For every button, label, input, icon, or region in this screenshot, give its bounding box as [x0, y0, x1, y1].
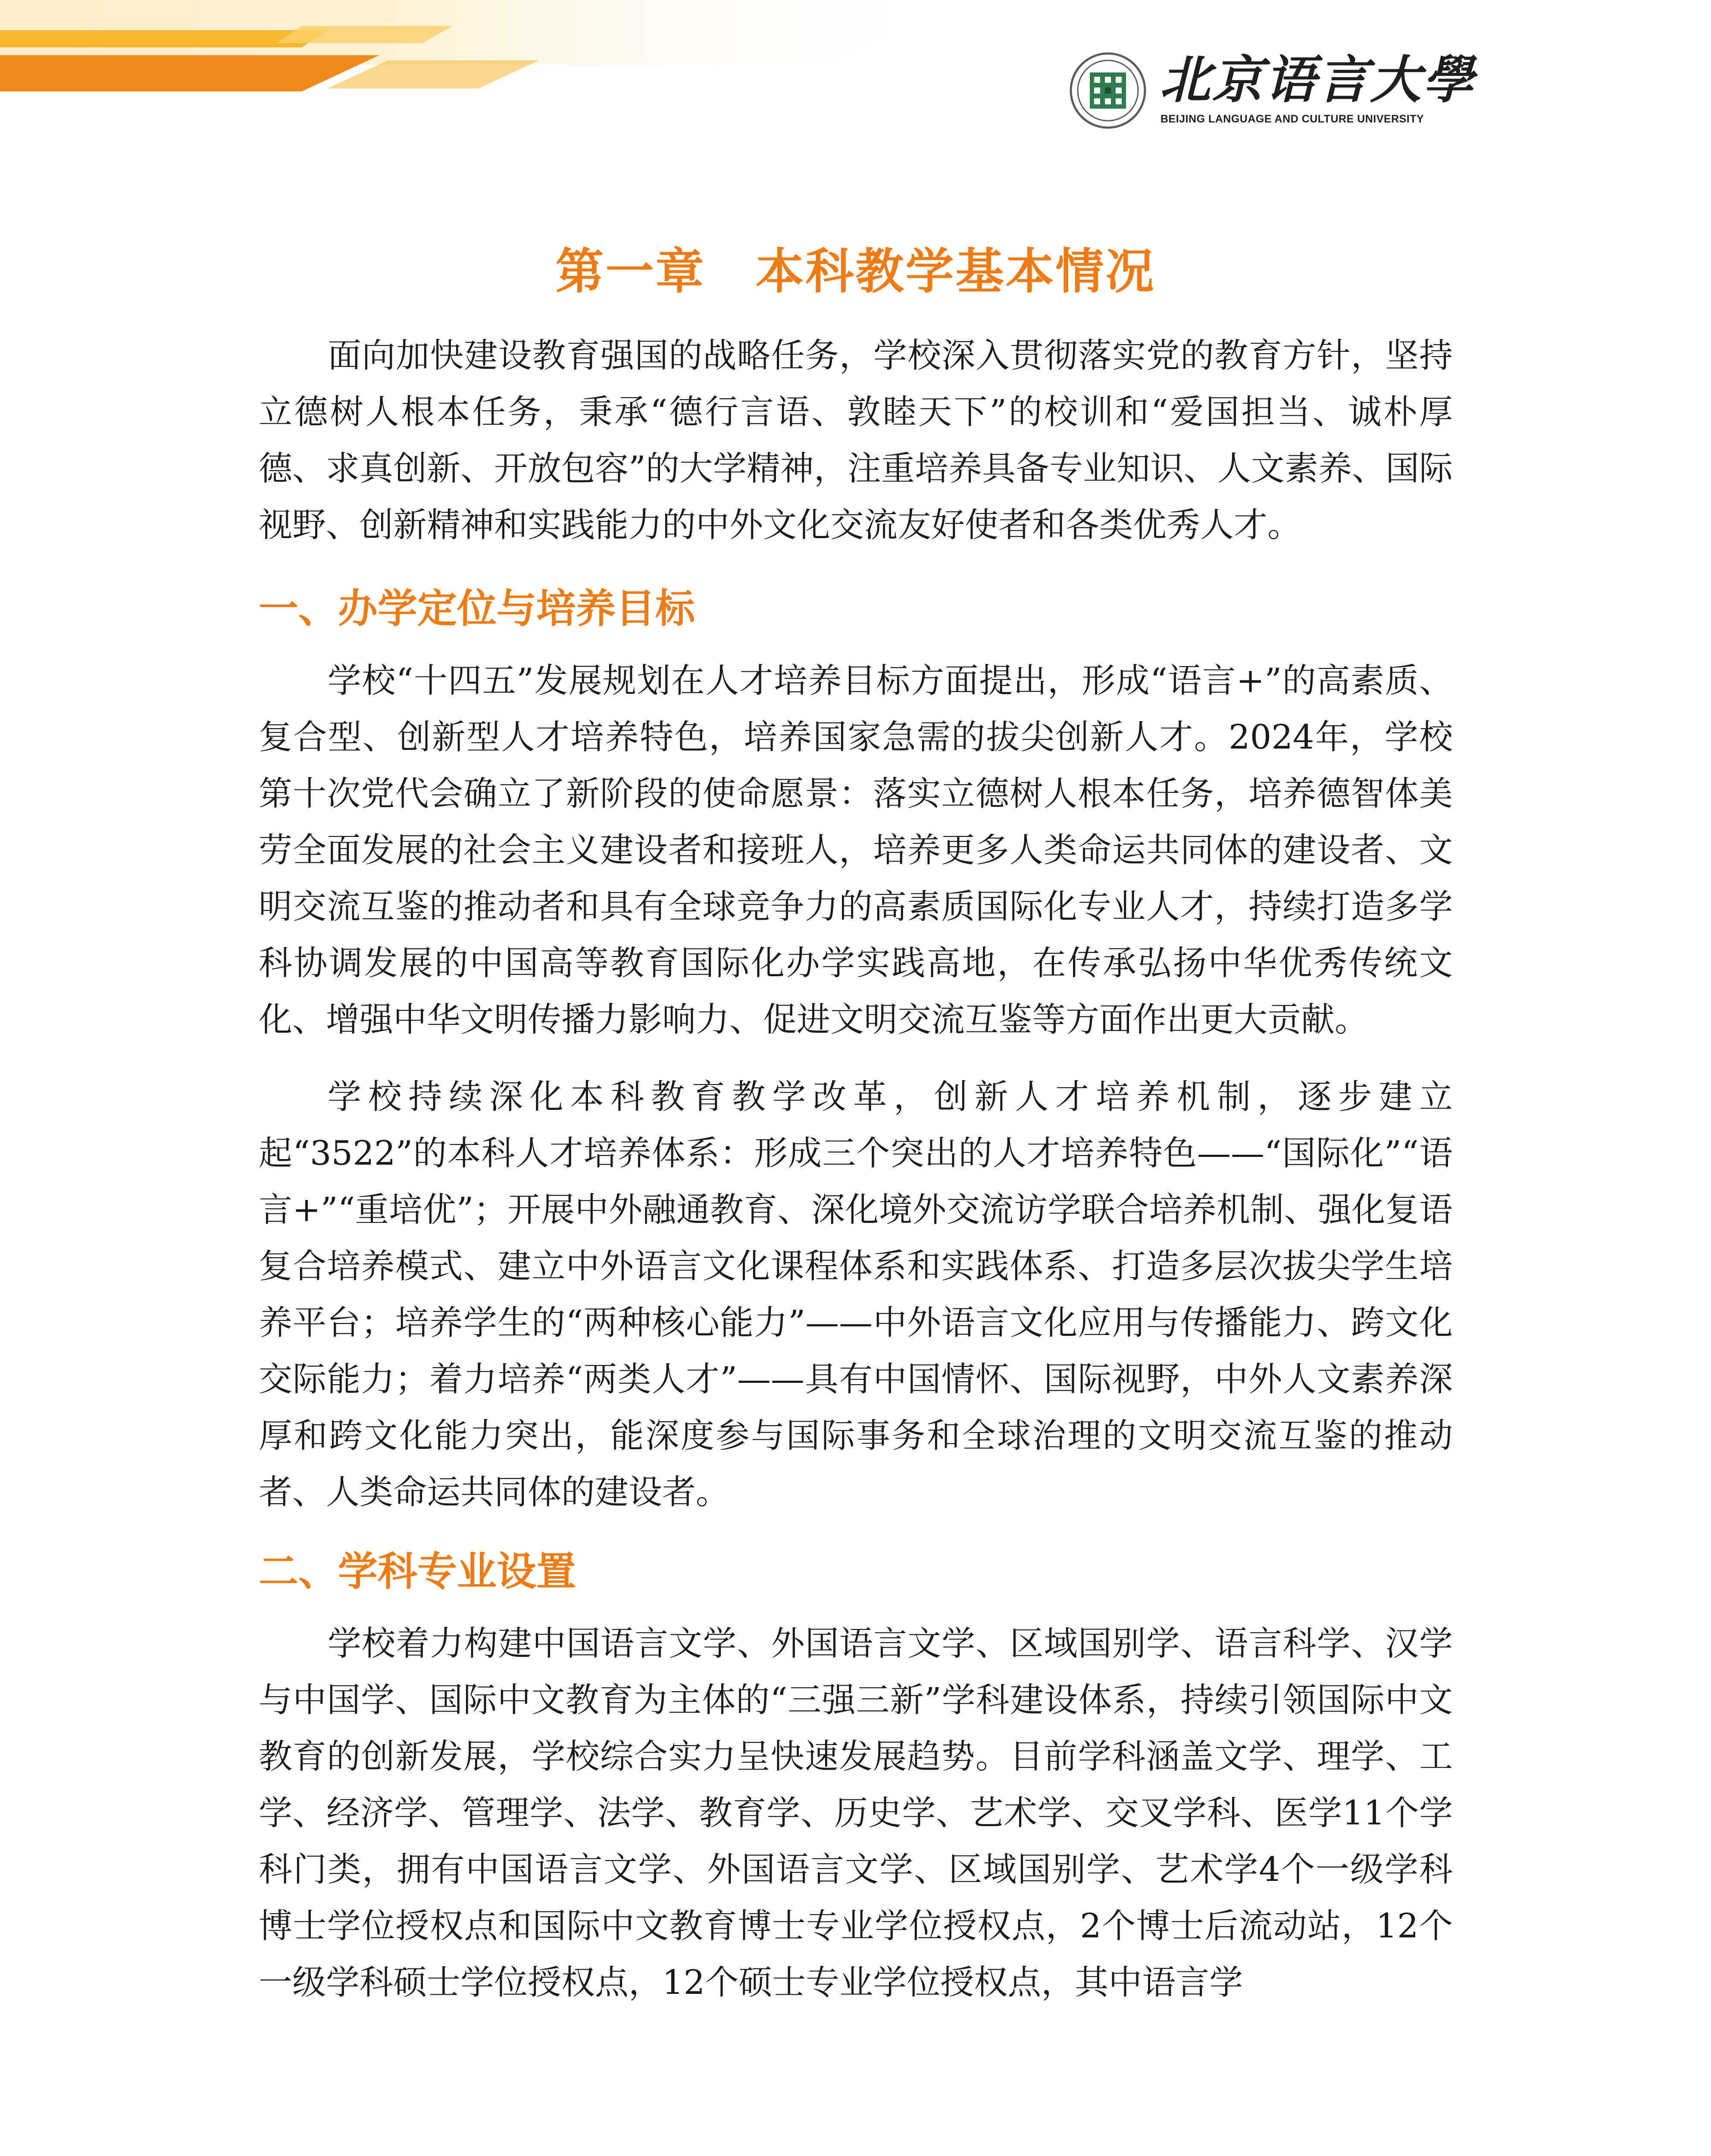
section1-paragraph-1: 学校“十四五”发展规划在人才培养目标方面提出，形成“语言+”的高素质、复合型、创新型人才培养特色，培养国家急需的拔尖创新人才。2024年，学校第十次党代会确立了新阶段的使命愿景：落实立德树人根本任务，培养德智体美劳全面发展的社会主义建设者和接班人，培养更多人类命运共同体的建设者、文明交流互鉴的推动者和具有全球竞争力的高素质国际化专业人才，持续打造多学科协调发展的中国高等教育国际化办学实践高地，在传承弘扬中华优秀传统文化、增强中华文明传播力影响力、促进文明交流互鉴等方面作出更大贡献。	[259, 661, 1453, 1039]
section2-paragraph-1: 学校着力构建中国语言文学、外国语言文学、区域国别学、语言科学、汉学与中国学、国际中文教育为主体的“三强三新”学科建设体系，持续引领国际中文教育的创新发展，学校综合实力呈快速发展趋势。目前学科涵盖文学、理学、工学、经济学、管理学、法学、教育学、历史学、艺术学、交叉学科、医学11个学科门类，拥有中国语言文学、外国语言文学、区域国别学、艺术学4个一级学科博士学位授权点和国际中文教育博士专业学位授权点，2个博士后流动站，12个一级学科硕士学位授权点，12个硕士专业学位授权点，其中语言学	[259, 1624, 1453, 2002]
university-seal-icon	[1069, 52, 1147, 129]
section-heading-positioning: 一、办学定位与培养目标	[259, 586, 695, 632]
logo-chinese-name: 北京语言大學	[1160, 50, 1476, 110]
university-logo	[1069, 47, 1476, 134]
intro-paragraph: 面向加快建设教育强国的战略任务，学校深入贯彻落实党的教育方针，坚持立德树人根本任务，秉承“德行言语、敦睦天下”的校训和“爱国担当、诚朴厚德、求真创新、开放包容”的大学精神，注重培养具备专业知识、人文素养、国际视野、创新精神和实践能力的中外文化交流友好使者和各类优秀人才。	[259, 336, 1453, 545]
main-content	[259, 328, 1453, 2011]
logo-english-name: BEIJING LANGUAGE AND CULTURE UNIVERSITY	[1160, 113, 1424, 125]
section1-paragraph-2: 学校持续深化本科教育教学改革，创新人才培养机制，逐步建立起“3522”的本科人才培养体系：形成三个突出的人才培养特色——“国际化”“语言+”“重培优”；开展中外融通教育、深化境外交流访学联合培养机制、强化复语复合培养模式、建立中外语言文化课程体系和实践体系、打造多层次拔尖学生培养平台；培养学生的“两种核心能力”——中外语言文化应用与传播能力、跨文化交际能力；着力培养“两类人才”——具有中国情怀、国际视野，中外人文素养深厚和跨文化能力突出，能深度参与国际事务和全球治理的文明交流互鉴的推动者、人类命运共同体的建设者。	[259, 1078, 1453, 1512]
section-heading-disciplines: 二、学科专业设置	[259, 1548, 576, 1595]
chapter-title: 第一章 本科教学基本情况	[555, 244, 1156, 300]
